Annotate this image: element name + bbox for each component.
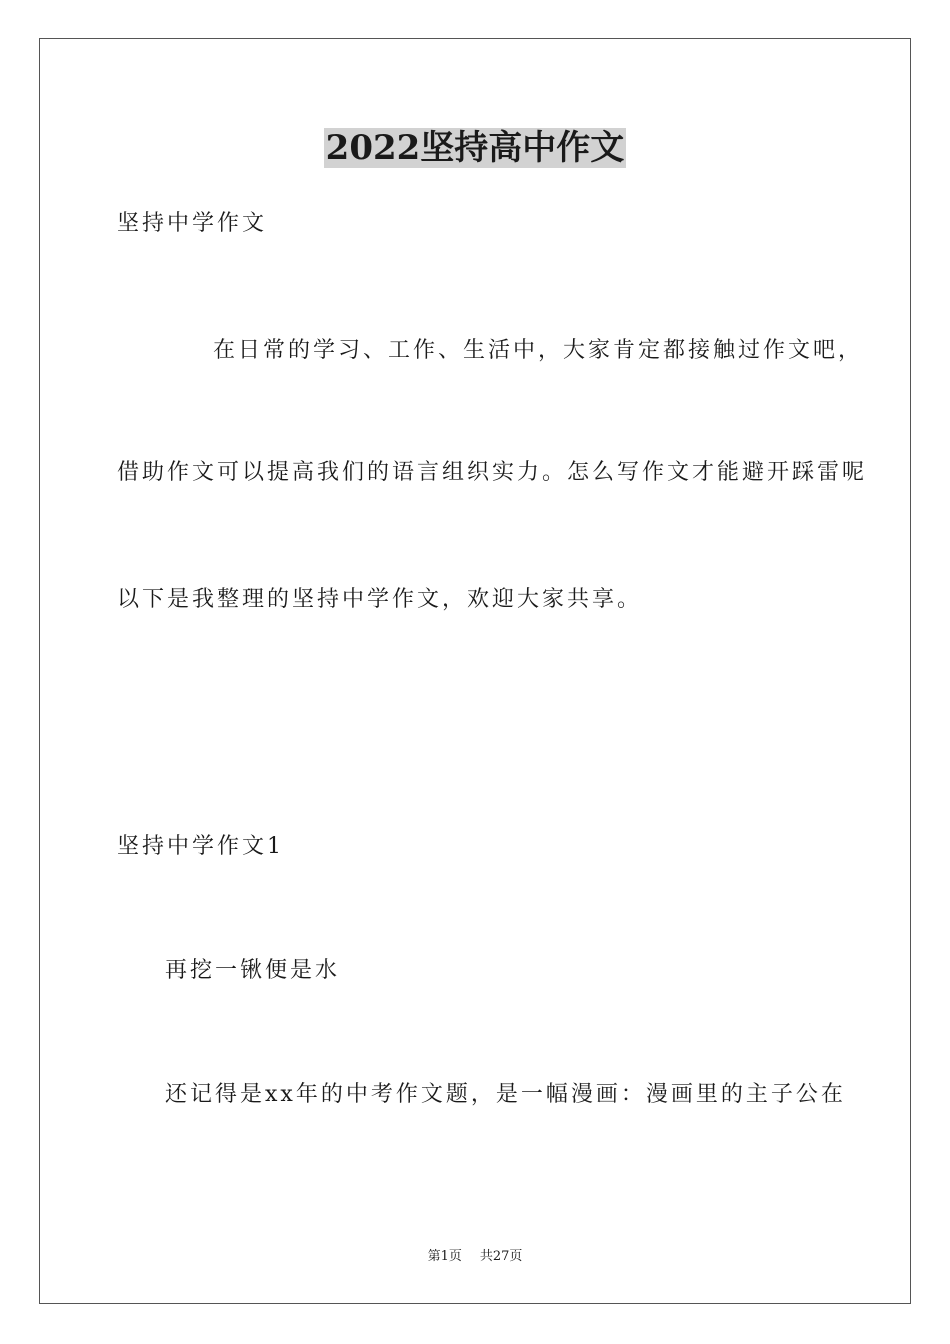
- subtitle-line: 坚持中学作文: [117, 211, 268, 236]
- essay-title: 再挖一锹便是水: [165, 958, 341, 983]
- paragraph-line-1: 在日常的学习、工作、生活中，大家肯定都接触过作文吧，: [213, 338, 864, 363]
- paragraph-line-3: 以下是我整理的坚持中学作文，欢迎大家共享。: [117, 587, 643, 612]
- document-title: [0, 126, 950, 170]
- essay-line-1: 还记得是xx年的中考作文题，是一幅漫画：漫画里的主子公在: [165, 1082, 846, 1107]
- page-number-total: 共27页: [479, 1249, 523, 1264]
- page-footer: [0, 1248, 950, 1266]
- page-number-current: 第1页: [427, 1249, 462, 1264]
- document-title-text: 2022坚持高中作文: [325, 128, 625, 168]
- section-heading: 坚持中学作文1: [117, 834, 284, 859]
- paragraph-line-2: 借助作文可以提高我们的语言组织实力。怎么写作文才能避开踩雷呢: [117, 460, 868, 485]
